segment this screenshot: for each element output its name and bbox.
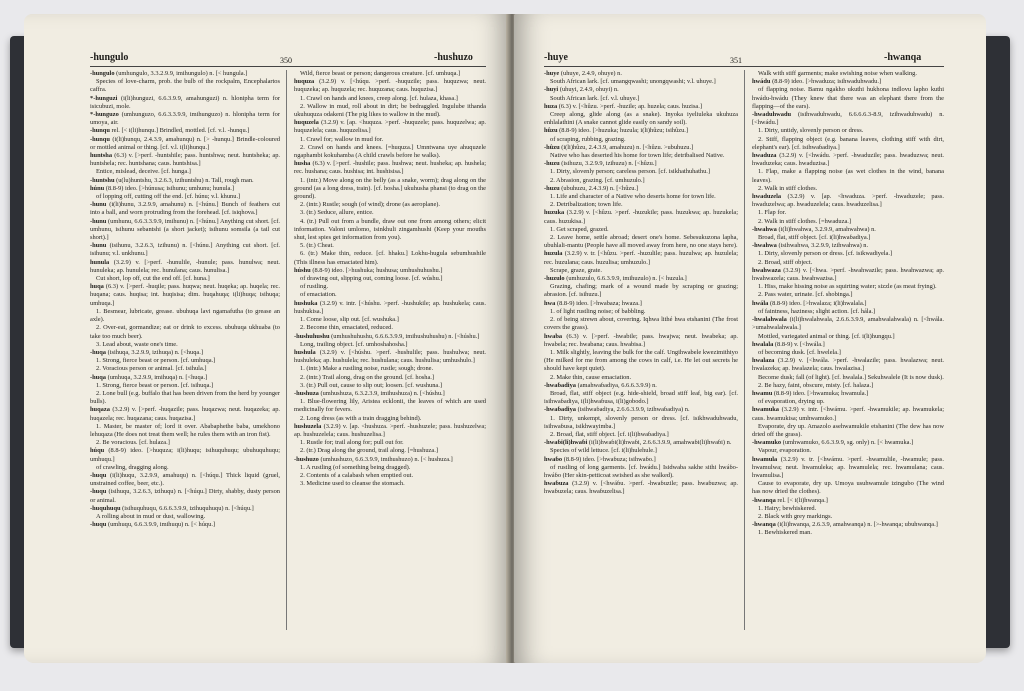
entry-line: hwahwaza (3.2.9) v. [<hwa. >perf. -hwahwazile; pass. hwahwazwa; ap. hwahwazela; caus. hwahwazisa.] (752, 266, 944, 283)
entry-line: -huqu (isihuqu, 3.2.6.3, izihuqu) n. [<húqu.] Dirty, shabby, dusty person or animal. (90, 488, 280, 504)
entry-line: hûzu (8.8-9) ideo. [>huzuka; huzula; i(li)hûzu; isihûzu.] (544, 127, 688, 135)
headword: -hushuhushu (294, 332, 330, 340)
entry-line: Species of love-charm, prob. the bulb of the rockpalm, Encephalartos caffra. (90, 78, 280, 94)
entry-line: Broad, flat, stiff object (e.g. hide-shield, broad stiff leaf, big ear). [cf. isihwaɓadiya, i(li)hwaɓusa, i(li)gobodo.] (544, 389, 738, 406)
headword: -huzu (544, 160, 560, 168)
left-column-divider (286, 70, 287, 630)
headword: -huqu (90, 488, 107, 496)
entry-line: 2. Black with grey markings. (758, 512, 833, 520)
entry-line: Cut short, lop off, cut the end off. [cf. huna.] (96, 275, 210, 283)
right-column-divider (744, 70, 745, 630)
entry-line: of lopping off, cutting off the end. [cf. húnu; v.l. khunu.] (96, 193, 241, 201)
entry-line: -hungulo (umhungulo, 3.3.2.9.9, imihungulo) n. [< hungula.] (90, 70, 248, 77)
entry-line: -huntshu (u(lu)huntshu, 3.2.6.3, izihuntshu) n. Tall, rough man. (90, 176, 254, 184)
entry-line: 1. Life and character of a Native who deserts home for town life. (550, 193, 716, 201)
entry-line: 3. (tr.) Pull out, cause to slip out; loosen. [cf. wushuna.] (300, 381, 442, 389)
entry-line: hwála (8.8-9) ideo. [>hwalaza; i(li)hwalala.] (752, 299, 867, 307)
entry-line: 3. Lead about, waste one's time. (96, 340, 178, 348)
entry-line: 3. (tr.) Seduce, allure, entice. (300, 209, 374, 217)
headword: -hwaduhwadu (752, 111, 792, 119)
entry-line: 1. of light rustling noise; of babbling. (550, 307, 646, 315)
entry-line: Become dusk; fall (of light). [cf. hwalala.] Sekuhwalele (It is now dusk). (758, 373, 944, 381)
entry-line: Vapour, evaporation. (758, 447, 812, 455)
entry-line: huqaza (3.2.9) v. [>perf. -huqazile; pass. huqazwa; neut. huqazeka; ap. huqazela; rec. huqazana; caus. huqazisa.] (90, 406, 280, 422)
left-column-1 (90, 70, 280, 642)
headword: -hwahwa (752, 225, 777, 233)
entry-line: 2. Abrasion, grazing. [cf. umhuzulo.] (550, 176, 645, 184)
entry-line: húnu (8.8-9) ideo. [>húnusa; isihunu; umhunu; hunula.] (90, 184, 235, 192)
entry-line: South African lark. [cf. v.l. uhuye.] (550, 94, 640, 102)
right-running-head-start: -huye (544, 52, 568, 63)
entry-line: huquza (3.2.9) v. [<húqu. >perf. -huquzile; pass. huquzwa; neut. huquzeka; ap. huquzela; rec. huquzana; caus. huquzisa.] (294, 78, 486, 94)
headword: -hwanqa (752, 521, 776, 529)
entry-line: 2. Crawl on hands and knees. [=huquza.] Umntwana uye ahuquzele ngaphambi kokuhamba (A child crawls before he walks). (294, 143, 486, 160)
entry-line: húshu (8.8-9) ideo. [>hushuka; hushusa; umhushuhushu.] (294, 266, 443, 274)
entry-line: hwamu (8.8-9) ideo. [>hwamuka; hwamula.] (752, 389, 869, 397)
entry-line: 2. (intr.) Trail along, drag on the ground. [cf. hosha.] (300, 373, 435, 381)
entry-line: 1. Crawl for; wallow in mud for. (300, 135, 384, 143)
left-column-2 (294, 70, 486, 642)
entry-line: -hwaɓadiya (isihwaɓadiya, 2.6.6.3.9.9, izihwaɓadiya) n. (544, 406, 690, 414)
entry-line: of crawling, dragging along. (96, 463, 169, 471)
headword: hwaduza (752, 152, 777, 160)
headword: -huye (544, 70, 560, 77)
headword: huntsha (90, 152, 113, 160)
entry-line: 1. Besmear, lubricate, grease. ubuhuqa lavi ngamafutha (to grease an axle). (90, 307, 280, 324)
headword: -hûzu (544, 143, 560, 151)
entry-line: Species of wild lettuce. [cf. i(li)hulehule.] (550, 447, 657, 455)
headword: -hunu (90, 242, 107, 250)
entry-line: 1. (intr.) Make a rustling noise, rustle; sough; drone. (300, 365, 434, 373)
entry-line: 1. Milk slightly, leaving the bulk for the calf. Ungihwabele kwezimithiyo (He milked for me from among the cows in calf, i.e. He let out secrets he should have kept quiet). (544, 348, 738, 373)
entry-line: 2. of being strewn about, covering. Iqhwa lithé hwa etshanini (The frost covers the grass). (544, 316, 738, 332)
entry-line: 2. Be hazy, faint, obscure, misty. [cf. halaza.] (758, 381, 874, 389)
entry-line: of emaciation. (300, 291, 337, 299)
headword: hushuka (294, 299, 318, 307)
headword: huquzela (294, 119, 319, 127)
headword: hwahwaza (752, 266, 781, 274)
headword: huzula (544, 250, 563, 258)
right-page (514, 14, 986, 663)
headword: -huquhuqu (90, 504, 121, 512)
entry-line: -hwahwa (isihwahwa, 3.2.9.9, izihwahwa) n. (752, 242, 869, 250)
entry-line: 2. Walk in stiff clothes. (758, 184, 818, 192)
entry-line: Walk with stiff garments; make swishing noise when walking. (758, 70, 917, 77)
entry-line: hwalaza (3.2.9) v. [<hwála. >perf. -hwalazile; pass. hwalazwa; neut. hwalazeka; ap. hwalazela; caus. hwalazisa.] (752, 357, 944, 373)
entry-line: 2. Contents of a calabash when emptied out. (300, 471, 414, 479)
entry-line: hwa (8.8-9) ideo. [>hwabaza; hwaza.] (544, 299, 642, 307)
entry-line: -hunu (isihunu, 3.2.6.3, izihunu) n. [<húnu.] Anything cut short. [cf. isihunu; v.l. unkhunu.] (90, 242, 280, 258)
headword: hwalala (752, 340, 774, 348)
entry-line: -huqa (umhuqa, 3.2.9.9, imihuqa) n. [<huqa.] (90, 373, 208, 381)
headword: hwaduzela (752, 193, 782, 201)
headword: -hwanqa (752, 496, 776, 504)
headword: hushula (294, 348, 316, 356)
entry-line: 2. Walk in stiff clothes. [=hwaduza.] (758, 217, 852, 225)
headword: -hushuza (294, 389, 319, 397)
entry-line: huntsha (6.3) v. [>perf. -huntshile; pass. huntshwa; neut. huntsheka; ap. huntshela; rec. huntshana; caus. huntshisa.] (90, 152, 280, 168)
entry-line: huza (6.3) v. [<hûzu. >perf. -huzile; ap. huzela; caus. huzisa.] (544, 102, 702, 110)
entry-line: huqa (6.3) v. [>perf. -huqile; pass. huqwa; neut. huqeka; ap. huqela; rec. huqana; caus. huqisa; int. huqisisa; dim. huqahuqa; i(li)huqa; isihuqa; umhuqa.] (90, 283, 280, 307)
entry-line: 2. (intr.) Rustle; sough (of wind); drone (as aeroplane). (300, 201, 441, 209)
entry-line: 2. Wallow in mud, roll about in dirt; be bedraggled. Ingulube ithanda ukuhuquza odakeni (The pig likes to wallow in the mud). (294, 102, 486, 119)
headword: hunula (90, 258, 110, 266)
headword: hwalaza (752, 357, 775, 365)
entry-line: hwamuka (3.2.9) v. intr. [<hwámu. >perf. -hwamukile; ap. hwamukela; caus. hwamukisa; umhwamuko.] (752, 406, 944, 422)
entry-line: -huqa (isihuqa, 3.2.9.9, izihuqa) n. [<huqa.] (90, 348, 203, 356)
entry-line: 1. Blue-flowering lily, Aristea ecklonii, the leaves of which are used medicinally for fevers. (294, 398, 486, 414)
headword: huquza (294, 78, 315, 86)
entry-line: -hunqu rel. [< i(li)hunqu.] Brindled, mottled. [cf. v.l. -hunqu.] (90, 127, 250, 135)
entry-line: -hwaduhwadu (isihwaduhwadu, 6.6.6.6.3-8.9, izihwaduhwadu) n. [<hwádu.] (752, 111, 944, 127)
headword: húshu (294, 266, 311, 274)
entry-line: 2. Leave home, settle abroad; desert one's home. Sebesukuzona lapha, ubuhlali-mantu (People have all moved away from here, no one stays here). (544, 234, 738, 250)
entry-line: Wild, fierce beast or person; dangerous creature. [cf. umhuqa.] (300, 70, 461, 77)
headword: -hushuzo (294, 455, 319, 463)
entry-line: 1. Master, be master of; lord it over. Ababaphethe baba, umekhono lehuqaza (He does not treat them well; he rules them with an iron fist). (90, 422, 280, 438)
right-head-rule (544, 66, 944, 67)
entry-line: hushuka (3.2.9) v. intr. [<húshu. >perf. -hushukile; ap. hushukela; caus. hushukisa.] (294, 299, 486, 315)
entry-line: -huzulo (umhuzulo, 6.6.3.9.9, imihuzulo) n. [< huzula.] (544, 275, 687, 283)
entry-line: -hwamuko (umhwamuko, 6.6.3.9.9, sg. only) n. [< hwamuka.] (752, 439, 914, 447)
headword: -hwaɓi(li)hwaɓi (544, 439, 588, 447)
headword: -hwalahwala (752, 316, 787, 324)
entry-line: *-hunguzi (i(li)hunguzi, 6.6.3.9.9, amahunguzi) n. hlonipha term for isicubuzi, mole. (90, 94, 280, 110)
headword: -huzulo (544, 275, 565, 283)
headword: -hunqu (90, 127, 110, 135)
entry-line: -hûzu (i(li)hûzu, 2.4.3.9, amahuzu) n. [<hûzu. >ubuhuzu.] (544, 143, 694, 151)
headword: húqu (90, 447, 105, 455)
entry-line: 2. Voracious person or animal. [cf. isihula.] (96, 365, 207, 373)
entry-line: 1. (intr.) Move along on the belly (as a snake, worm); drag along on the ground (as a long dress, train). [cf. hosha.] ukuhusha phansi (to drag on the ground). (294, 176, 486, 201)
entry-line: 1. Get scraped, grazed. (550, 225, 609, 233)
entry-line: hwaɓuza (3.2.9) v. [<hwáɓu. >perf. -hwaɓuzile; pass. hwaɓuzwa; ap. hwaɓuzela; caus. hwaɓuzelisa.] (544, 480, 738, 496)
entry-line: of scraping, rubbing, grazing. (550, 135, 626, 143)
entry-line: of becoming dusk. [cf. hwelela.] (758, 348, 841, 356)
headword: hwamula (752, 455, 778, 463)
entry-line: huzula (3.2.9) v. tr. [<hûzu. >perf. -huzulile; pass. huzulwa; ap. huzulela; rec. huzulana; caus. huzulisa; umhuzulo.] (544, 250, 738, 266)
entry-line: 4. (tr.) Pull out from a bundle, draw out one from among others; elicit information. Valoni umlomo, isinkhuli zingamhushi (Keep your mouths shut, lest spies get information from you). (294, 217, 486, 242)
entry-line: 1. Hiss, make hissing noise as squirting water; sizzle (as meat frying). (758, 283, 937, 291)
headword: *-hunguzi (90, 94, 118, 102)
entry-line: 1. Dirty, slovenly person or dress. [cf. isikwadiyela.] (758, 250, 893, 258)
entry-line: huquzela (3.2.9) v. [ap. <huquza. >perf. -huquzele; pass. huquzelwa; ap. huquzelela; caus. huquzelisa.] (294, 119, 486, 135)
entry-line: hushuzela (3.2.9) v. [ap. <hushuza. >perf. -hushuzele; pass. hushuzelwa; ap. hushuzelela; caus. hushuzelisa.] (294, 422, 486, 438)
headword: *-hunguzo (90, 111, 119, 119)
entry-line: 2. Make thin, cause emaciation. (550, 373, 632, 381)
entry-line: Native who has deserted his home for town life; detribalised Native. (550, 152, 725, 160)
left-running-head-end: -hushuzo (434, 52, 473, 63)
entry-line: Mottled, variegated animal or thing. [cf. i(li)hungqu.] (758, 332, 895, 340)
headword: husha (294, 160, 311, 168)
entry-line: 2. Broad, stiff object. (758, 258, 813, 266)
entry-line: -hunqu (i(li)hunqu, 2.4.3.9, amahunqu) n. [> -hunqu.] Brindle-coloured or mottled animal or thing. [cf. v.l. i(li)hunqu.] (90, 135, 280, 151)
entry-line: Scrape, graze, grate. (550, 266, 602, 274)
headword: -hunu (90, 201, 107, 209)
headword: hwa (544, 299, 556, 307)
entry-line: 6. (tr.) Make thin, reduce. [cf. hhaku.] Lokhu-hugula sebumhushile (This illness has emaciated him). (294, 250, 486, 266)
entry-line: Cause to evaporate, dry up. Umoya usuhwamule izingubo (The wind has now dried the clothes). (752, 480, 944, 496)
entry-line: -hwalahwala (i(li)hwalahwala, 2.6.6.3.9.9, amahwalahwala) n. [<hwála. >umahwalahwala.] (752, 316, 944, 332)
entry-line: 1. Come loose, slip out. [cf. wushuka.] (300, 316, 399, 324)
entry-line: -hushuhushu (umhushuhushu, 6.6.6.3.9.9, imihushuhushu) n. [<húshu.] (294, 332, 480, 340)
headword: hwála (752, 299, 769, 307)
headword: -huqu (90, 471, 107, 479)
entry-line: 2. Become thin, emaciated, reduced. (300, 324, 393, 332)
entry-line: 2. (tr.) Drag along the ground, trail along. [=hushuza.] (300, 447, 438, 455)
headword: -huqu (90, 521, 107, 529)
entry-line: Grazing, chafing; mark of a wound made by scraping or grazing; abrasion. [cf. isihuzu.] (544, 283, 738, 299)
headword: hwaba (544, 332, 563, 340)
entry-line: of rustling of long garments. [cf. hwádu.] Isidwaba sakhe sithi hwáɓo-hwáɓo (Her skin-petticoat swished as she walked). (544, 463, 738, 479)
right-running-head-end: -hwanqa (884, 52, 922, 63)
entry-line: huzuka (3.2.9) v. [<hûzu. >perf. -huzukile; pass. huzukwa; ap. huzukela; caus. huzukisa.] (544, 209, 738, 225)
right-column-2 (752, 70, 944, 642)
entry-line: 2. Long dress (as with a train dragging behind). (300, 414, 422, 422)
headword: hushuzela (294, 422, 322, 430)
entry-line: 3. Medicine used to cleanse the stomach. (300, 480, 405, 488)
headword: -huqa (90, 373, 106, 381)
headword: hwaɓo (544, 455, 563, 463)
entry-line: *-hunguzo (umhunguzo, 6.6.3.3.9.9, imihunguzo) n. hlonipha term for umoya, air. (90, 111, 280, 127)
headword: huqa (90, 283, 104, 291)
entry-line: hwamula (3.2.9) v. tr. [<hwámu. >perf. -hwamulile, -hwamule; pass. hwamulwa; neut. hwamuleka; ap. hwamulela; rec. hwamulana; caus. hwamulisa.] (752, 455, 944, 479)
right-column-1 (544, 70, 738, 642)
entry-line: Creep along, glide along (as a snake). Inyoka iyeliuleka ukuhuza enhlalathini (A snake cannot glide easily on sandy soil). (544, 111, 738, 127)
entry-line: hwádu (8.8-9) ideo. [>hwaduza; isihwaduhwadu.] (752, 78, 882, 86)
entry-line: -huye (uhuye, 2.4.9, ohuye) n. (544, 70, 622, 77)
entry-line: 1. Rustle for; trail along for; pull out for. (300, 439, 404, 447)
entry-line: 2. Stiff, flapping object (e.g. banana leaves, clothing stiff with dirt, elephant's ear). [cf. isihwaɓadiya.] (752, 135, 944, 151)
headword: -huzu (544, 184, 560, 192)
entry-line: of faintness, haziness; slight action. [cf. hála.] (758, 307, 876, 315)
left-running-head-start: -hungulo (90, 52, 129, 63)
entry-line: Broad, flat, stiff object. [cf. i(li)hwaɓadiya.] (758, 234, 871, 242)
headword: -hwahwa (752, 242, 777, 250)
entry-line: hwaduzela (3.2.9) v. [ap. <hwaduza. >perf. -hwaduzele; pass. hwaduzelwa; ap. hwaduzelela; caus. hwaduzelisa.] (752, 193, 944, 209)
entry-line: -hunu (umhunu, 6.6.3.3.9.9, imihunu) n. [<húnu.] Anything cut short. [cf. umhunu, isihunu sebantshi (a short jacket); isihunu somsila (a tail cut short).] (90, 217, 280, 242)
right-page-number: 351 (730, 56, 742, 65)
headword: hwádu (752, 78, 771, 86)
entry-line: -hushuza (umhushuza, 6.3.2.3.9, imihushuza) n. [<húshu.] (294, 389, 445, 397)
entry-line: 1. Strong, fierce beast or person. [cf. isihuqa.] (96, 381, 214, 389)
entry-line: husha (6.3) v. [>perf. -hushile; pass. hushwa; neut. husheka; ap. hushela; rec. hushana; caus. hushisa; int. hushisisa.] (294, 160, 486, 176)
entry-line: 1. Dirty, untidy, slovenly person or dress. (758, 127, 864, 135)
entry-line: 1. Dirty, slovenly person; careless person. [cf. isikhathuhathu.] (550, 168, 711, 176)
headword: -huyi (544, 86, 559, 94)
entry-line: of drawing out, slipping out, coming loose. [cf. wúshu.] (300, 275, 443, 283)
entry-line: hwaba (6.3) v. [>perf. -hwabile; pass. hwajwa; neut. hwabeka; ap. hwabela; rec. hwabana; caus. hwabisa.] (544, 332, 738, 348)
entry-line: Entice, mislead, deceive. [cf. hunga.] (96, 168, 191, 176)
headword: húnu (90, 184, 105, 192)
entry-line: -huzu (ubuhuzu, 2.4.3.9) n. [<hûzu.] (544, 184, 639, 192)
entry-line: -huzu (isihuzu, 3.2.9.9, izihuzu) n. [<hûzu.] (544, 160, 657, 168)
entry-line: 2. Detribalization; town life. (550, 201, 623, 209)
entry-line: hwalala (8.8-9) v. [<hwála.] (752, 340, 825, 348)
headword: huqaza (90, 406, 110, 414)
entry-line: 1. Flap for. (758, 209, 787, 217)
left-page (24, 14, 510, 663)
entry-line: of flapping noise. Bamu ngakho ukuthi hukhona indlovu lapho kuthi hwádu-hwádu (They knew that there was an elephant there from the flapping—of the ears). (752, 86, 944, 110)
entry-line: -huqu (i(li)huqu, 3.2.9.9, amahuqu) n. [<húqu.] Thick liquid (gruel, unstrained coffee, beer, etc.). (90, 471, 280, 488)
headword: -hunu (90, 217, 107, 225)
entry-line: -hwaɓi(li)hwaɓi (i(li)hwaɓi(li)hwaɓi, 2.6.6.3.9.9, amahwaɓi(li)hwaɓi) n. (544, 439, 732, 447)
entry-line: -huyi (uhuyi, 2.4.9, ohuyi) n. (544, 86, 619, 94)
headword: hwaɓuza (544, 480, 569, 488)
entry-line: A rolling about in mud or dust, wallowing. (96, 512, 206, 520)
entry-line: 1. Hairy; bewhiskered. (758, 504, 817, 512)
headword: -huqa (90, 348, 106, 356)
entry-line: -hwanqa (i(li)hwanqa, 2.6.3.9, amahwanqa) n. [>-hwanqa; ubuhwanqa.] (752, 521, 938, 529)
headword: hûzu (544, 127, 558, 135)
entry-line: -hwahwa (i(li)hwahwa, 3.2.9.9, amahwahwa) n. (752, 225, 876, 233)
left-head-rule (90, 66, 486, 67)
entry-line: húqu (8.8-9) ideo. [>huquza; i(li)huqu; isihuquhuqu; ubuhuquhuqu; umhuqu.] (90, 447, 280, 463)
entry-line: hunula (3.2.9) v. [>perf. -hunulile, -hunule; pass. hunulwa; neut. hunuleka; ap. hunulela; rec. hunulana; caus. hunulisa.] (90, 258, 280, 274)
entry-line: 1. Flap, make a flapping noise (as wet clothes in the wind, banana leaves). (752, 168, 944, 184)
headword: huza (544, 102, 558, 110)
entry-line: 1. Dirty, unkempt, slovenly person or dress. [cf. isikhwaduhwadu, isihwaɓusa, isikhwayimba.] (544, 414, 738, 430)
entry-line: hwaduza (3.2.9) v. [<hwádu. >perf. -hwaduzile; pass. hwaduzwa; neut. hwaduzeka; caus. hwaduzisa.] (752, 152, 944, 168)
headword: -huntshu (90, 176, 115, 184)
entry-line: 2. Broad, flat, stiff object. [cf. i(li)hwaɓadiya.] (550, 430, 669, 438)
entry-line: Long, trailing object. [cf. umhoshahosha.] (300, 340, 408, 348)
headword: -hwaɓadiya (544, 381, 576, 389)
entry-line: South African lark. [cf. umangqwashi; unongqwashi; v.l. uhuye.] (550, 78, 716, 86)
entry-line: 2. Lone bull (e.g. buffalo that has been driven from the herd by younger bulls). (90, 389, 280, 406)
entry-line: 2. Over-eat, gormandize; eat or drink to excess. ubuhuqa ukhuaba (to take too much beer). (90, 324, 280, 340)
entry-line: 2. Pass water, urinate. [cf. shobinga.] (758, 291, 853, 299)
left-page-number: 350 (280, 56, 292, 65)
entry-line: of evaporation, drying up. (758, 398, 825, 406)
entry-line: -hushuzo (umhushuzo, 6.6.3.9.9, imihushuzo) n. [< hushuza.] (294, 455, 453, 463)
headword: hwamuka (752, 406, 779, 414)
entry-line: 1. Crawl on hands and knees, creep along. [cf. hulaza, khasa.] (300, 94, 458, 102)
headword: hwamu (752, 389, 773, 397)
entry-line: 2. Be voracious. [cf. hulaza.] (96, 439, 170, 447)
headword: -hwaɓadiya (544, 406, 576, 414)
headword: -hungulo (90, 70, 115, 77)
entry-line: 1. A rustling (of something being dragged). (300, 463, 411, 471)
headword: -hwamuko (752, 439, 782, 447)
headword: huzuka (544, 209, 565, 217)
entry-line: -huqu (umhuqu, 6.6.3.9.9, imihuqu) n. [< húqu.] (90, 521, 216, 529)
entry-line: 5. (tr.) Cheat. (300, 242, 334, 250)
entry-line: -huquhuqu (isihuquhuqu, 6.6.6.3.9.9, izihuquhuqu) n. [<húqu.] (90, 504, 254, 512)
headword: -hunqu (90, 135, 110, 143)
entry-line: hwaɓo (8.8-9) ideo. [>hwaɓuza; isihwaɓo.] (544, 455, 656, 463)
entry-line: Evaporate, dry up. Amazolo asehwamukile etshanini (The dew has now dried off the grass). (752, 422, 944, 438)
entry-line: 1. Bewhiskered man. (758, 529, 812, 537)
entry-line: -hunu (i(li)hunu, 3.2.9.9, amahunu) n. [<húnu.] Bunch of feathers cut into a ball, and worn protruding from the forehead. [cf. isiqhova.] (90, 201, 280, 217)
entry-line: -hwanqa rel. [< i(li)hwanqa.] (752, 496, 828, 504)
entry-line: -hwaɓadiya (amahwaɓadiya, 6.6.6.3.9.9) n. (544, 381, 657, 389)
entry-line: of rustling. (300, 283, 329, 291)
entry-line: 1. Strong, fierce beast or person. [cf. umhuqa.] (96, 357, 216, 365)
entry-line: hushula (3.2.9) v. [<húshu. >perf. -hushulile; pass. hushulwa; neut. hushuleka; ap. hushulela; rec. hushulana; caus. hushulisa; umhushulo.] (294, 348, 486, 365)
